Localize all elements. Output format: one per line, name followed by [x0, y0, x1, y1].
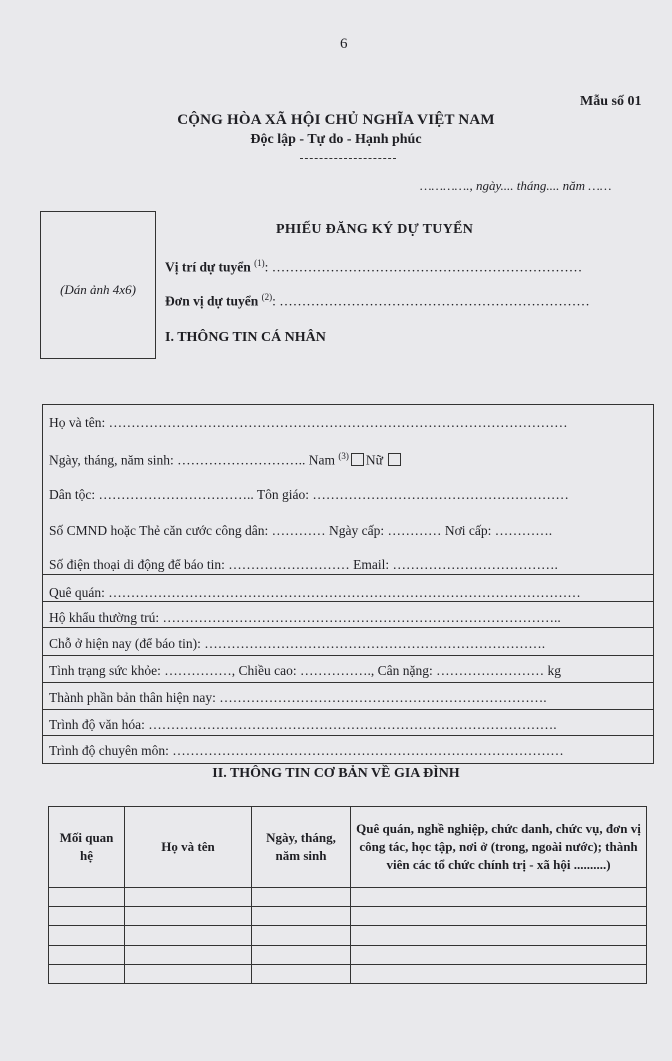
female-label: Nữ	[365, 452, 383, 468]
unit-field	[165, 292, 590, 310]
family-cell[interactable]	[351, 888, 647, 907]
family-cell[interactable]	[125, 888, 252, 907]
personal-info-table	[42, 404, 654, 764]
page-number: 6	[340, 36, 348, 52]
family-cell[interactable]	[125, 945, 252, 964]
fullname-header: Họ và tên	[125, 807, 252, 888]
family-cell[interactable]	[252, 926, 351, 945]
position-note: (1)	[254, 258, 265, 268]
motto-underline	[300, 158, 396, 159]
family-cell[interactable]	[351, 907, 647, 926]
phone-row: Số điện thoại di động để báo tin: ……………………… Email: ……………………………….	[49, 557, 558, 572]
family-cell[interactable]	[49, 888, 125, 907]
family-cell[interactable]	[125, 964, 252, 983]
family-row	[49, 964, 647, 983]
dob-text: Ngày, tháng, năm sinh: ……………………….. Nam	[49, 452, 335, 468]
hometown-row: Quê quán: ……………………………………………………………………………………………	[43, 574, 653, 601]
details-header: Quê quán, nghề nghiệp, chức danh, chức vụ, đơn vị công tác, học tập, nơi ở (trong, ngoài nước); thành viên các tổ chức chính trị - xã hội ..........)	[351, 807, 647, 888]
background-row: Thành phần bản thân hiện nay: ……………………………………………………………….	[43, 682, 653, 706]
family-cell[interactable]	[49, 964, 125, 983]
family-cell[interactable]	[351, 926, 647, 945]
dob-row	[43, 451, 653, 469]
family-cell[interactable]	[252, 964, 351, 983]
household-row: Hộ khẩu thường trú: ……………………………………………………………………………..	[43, 601, 653, 626]
relation-header: Mối quan hệ	[49, 807, 125, 888]
unit-dots: : ……………………………………………………………	[272, 293, 590, 309]
form-title: PHIẾU ĐĂNG KÝ DỰ TUYỂN	[276, 222, 474, 237]
family-cell[interactable]	[252, 945, 351, 964]
residence-row: Chỗ ở hiện nay (để báo tin): ………………………………………………………………….	[43, 627, 653, 652]
position-dots: : ……………………………………………………………	[264, 259, 583, 275]
family-cell[interactable]	[351, 964, 647, 983]
date-line: …………., ngày.... tháng.... năm ……	[420, 178, 612, 193]
section1-title: I. THÔNG TIN CÁ NHÂN	[165, 330, 326, 345]
motto: Độc lập - Tự do - Hạnh phúc	[250, 132, 422, 147]
family-cell[interactable]	[49, 926, 125, 945]
family-row	[49, 926, 647, 945]
birthdate-header: Ngày, tháng, năm sinh	[252, 807, 351, 888]
name-row: Họ và tên: …………………………………………………………………………………………	[49, 415, 568, 430]
nation-heading: CỘNG HÒA XÃ HỘI CHỦ NGHĨA VIỆT NAM	[177, 112, 495, 128]
unit-label: Đơn vị dự tuyển	[165, 293, 259, 309]
ethnic-row: Dân tộc: …………………………….. Tôn giáo: …………………………………………………	[49, 487, 569, 502]
id-card-row: Số CMND hoặc Thẻ căn cước công dân: ………… Ngày cấp: ………… Nơi cấp: ………….	[49, 523, 553, 538]
family-table	[48, 806, 647, 984]
photo-box	[40, 211, 156, 359]
family-cell[interactable]	[351, 945, 647, 964]
unit-note: (2)	[261, 292, 273, 302]
position-field	[165, 258, 582, 276]
education-row: Trình độ văn hóa: ……………………………………………………………………………….	[43, 709, 653, 733]
section2-title: II. THÔNG TIN CƠ BẢN VỀ GIA ĐÌNH	[212, 766, 460, 781]
family-rows	[49, 888, 647, 984]
family-row	[49, 907, 647, 926]
position-label: Vị trí dự tuyển	[165, 259, 251, 275]
form-number: Mẫu số 01	[580, 94, 642, 109]
family-cell[interactable]	[252, 888, 351, 907]
family-cell[interactable]	[49, 907, 125, 926]
family-row	[49, 888, 647, 907]
health-row: Tình trạng sức khỏe: ……………, Chiều cao: ……………., Cân nặng: …………………… kg	[43, 655, 653, 679]
dob-note: (3)	[338, 451, 349, 461]
photo-label: (Dán ảnh 4x6)	[60, 282, 136, 297]
family-cell[interactable]	[49, 945, 125, 964]
male-checkbox[interactable]	[351, 453, 364, 466]
female-checkbox[interactable]	[388, 453, 401, 466]
family-row	[49, 945, 647, 964]
family-cell[interactable]	[252, 907, 351, 926]
family-header-row	[49, 807, 647, 888]
family-cell[interactable]	[125, 907, 252, 926]
specialty-row: Trình độ chuyên môn: ……………………………………………………………………………	[43, 735, 653, 759]
family-cell[interactable]	[125, 926, 252, 945]
